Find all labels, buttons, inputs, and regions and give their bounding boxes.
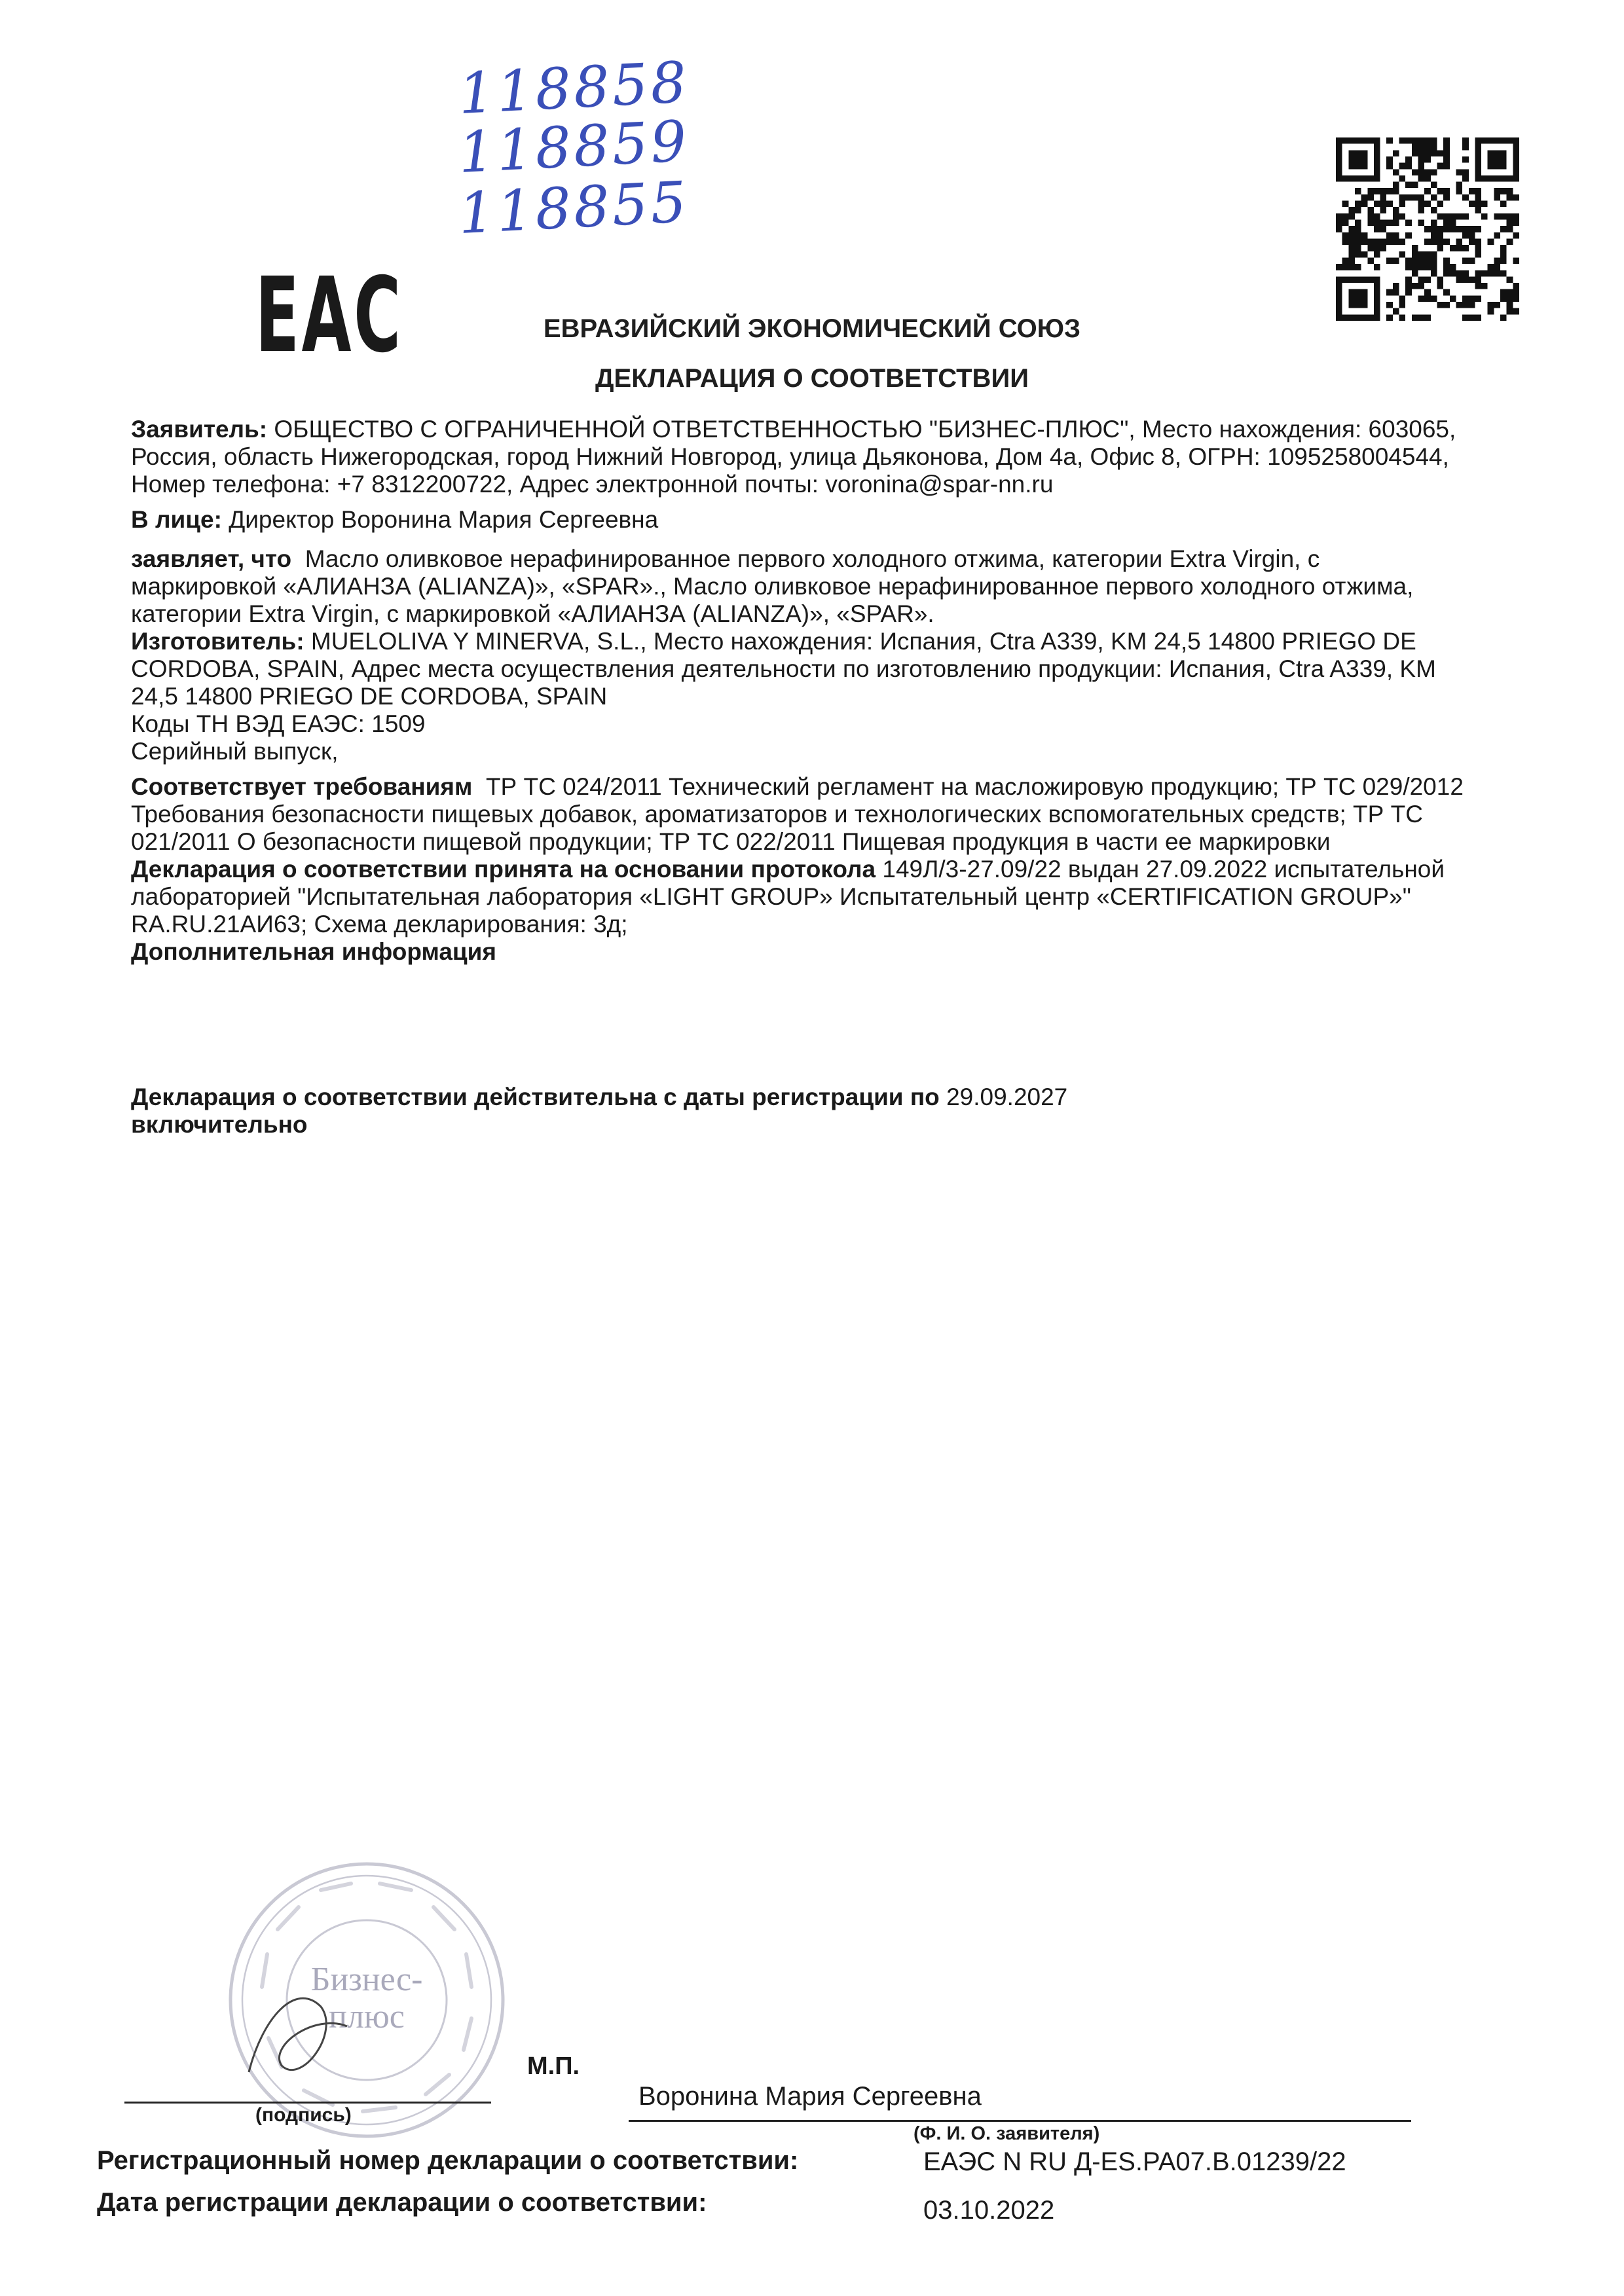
stamp-place-mark: М.П. [527, 2052, 580, 2080]
handwritten-number-2: 118859 [456, 108, 691, 187]
stamp-name-line1: Бизнес- [310, 1961, 423, 1998]
requirements-section [131, 773, 1467, 856]
basis-text: 149Л/3-27.09/22 выдан 27.09.2022 испытательной лабораторией "Испытательная лаборатория «LIGHT GROUP» Испытательный центр «CERTIFICATION GROUP»" RA.RU.21АИ63; Схема декларирования: 3д; [131, 856, 1445, 938]
qr-code-icon [1336, 137, 1519, 321]
union-heading: ЕВРАЗИЙСКИЙ ЭКОНОМИЧЕСКИЙ СОЮЗ [543, 314, 1081, 343]
manufacturer-text: MUELOLIVA Y MINERVA, S.L., Место нахождения: Испания, Ctra A339, KM 24,5 14800 PRIEGO DE CORDOBA, SPAIN, Адрес места осуществления деятельности по изготовлению продукции: Испания, Ctra A339, KM 24,5 14800 PRIEGO DE CORDOBA, SPAIN [131, 628, 1436, 710]
hs-codes: Коды ТН ВЭД ЕАЭС: 1509 [131, 710, 426, 737]
registration-number: ЕАЭС N RU Д-ES.PA07.B.01239/22 [923, 2147, 1346, 2176]
registration-date: 03.10.2022 [923, 2196, 1055, 2225]
handwritten-number-1: 118858 [456, 49, 691, 128]
additional-info-label: Дополнительная информация [131, 938, 497, 965]
validity-suffix: включительно [131, 1111, 308, 1138]
signature-label: (подпись) [255, 2104, 352, 2126]
manufacturer-section [131, 628, 1467, 710]
validity-date: 29.09.2027 [946, 1084, 1068, 1110]
signature-line [124, 2102, 491, 2104]
manufacturer-label: Изготовитель: [131, 628, 304, 655]
declares-section [131, 545, 1467, 628]
registration-number-label: Регистрационный номер декларации о соответствии: [97, 2146, 799, 2175]
declares-label: заявляет, что [131, 545, 292, 572]
applicant-name: Воронина Мария Сергеевна [638, 2082, 982, 2111]
basis-label: Декларация о соответствии принята на основании протокола [131, 856, 876, 883]
representative-text: Директор Воронина Мария Сергеевна [229, 506, 659, 533]
eac-logo: ЕАС [255, 255, 403, 376]
requirements-text: ТР ТС 024/2011 Технический регламент на масложировую продукцию; ТР ТС 029/2012 Требования безопасности пищевых добавок, ароматизаторов и технологических вспомогательных средств; ТР ТС 021/2011 О безопасности пищевой продукции; ТР ТС 022/2011 Пищевая продукция в части ее маркировки [131, 773, 1464, 855]
validity-label: Декларация о соответствии действительна с даты регистрации по [131, 1084, 940, 1110]
handwritten-number-3: 118855 [456, 169, 691, 247]
additional-info [131, 938, 1467, 966]
stamp-name-line2: плюс [329, 1998, 405, 2035]
declaration-body [131, 416, 1467, 1139]
applicant-name-label: (Ф. И. О. заявителя) [913, 2123, 1100, 2144]
applicant-name-line [629, 2120, 1411, 2122]
requirements-label: Соответствует требованиям [131, 773, 473, 800]
validity-section [131, 1084, 1467, 1139]
serial-release: Серийный выпуск, [131, 738, 339, 765]
representative-section [131, 506, 1467, 534]
applicant-text: ОБЩЕСТВО С ОГРАНИЧЕННОЙ ОТВЕТСТВЕННОСТЬЮ "БИЗНЕС-ПЛЮС", Место нахождения: 603065, Россия, область Нижегородская, город Нижний Новгород, улица Дьяконова, Дом 4а, Офис 8, ОГРН: 1095258004544, Номер телефона: +7 8312200722, Адрес электронной почты: voronina@spar-nn.ru [131, 416, 1456, 498]
representative-label: В лице: [131, 506, 222, 533]
declares-text: Масло оливковое нерафинированное первого холодного отжима, категории Extra Virgin, с маркировкой «АЛИАНЗА (ALIANZA)», «SPAR»., Масло оливковое нерафинированное первого холодного отжима, категории Extra Virgin, с маркировкой «АЛИАНЗА (ALIANZA)», «SPAR». [131, 545, 1414, 627]
company-seal-icon [223, 1856, 511, 2144]
document-title: ДЕКЛАРАЦИЯ О СООТВЕТСТВИИ [595, 364, 1029, 393]
registration-date-label: Дата регистрации декларации о соответствии: [97, 2188, 707, 2217]
applicant-label: Заявитель: [131, 416, 268, 443]
basis-section [131, 856, 1467, 938]
applicant-section [131, 416, 1467, 498]
